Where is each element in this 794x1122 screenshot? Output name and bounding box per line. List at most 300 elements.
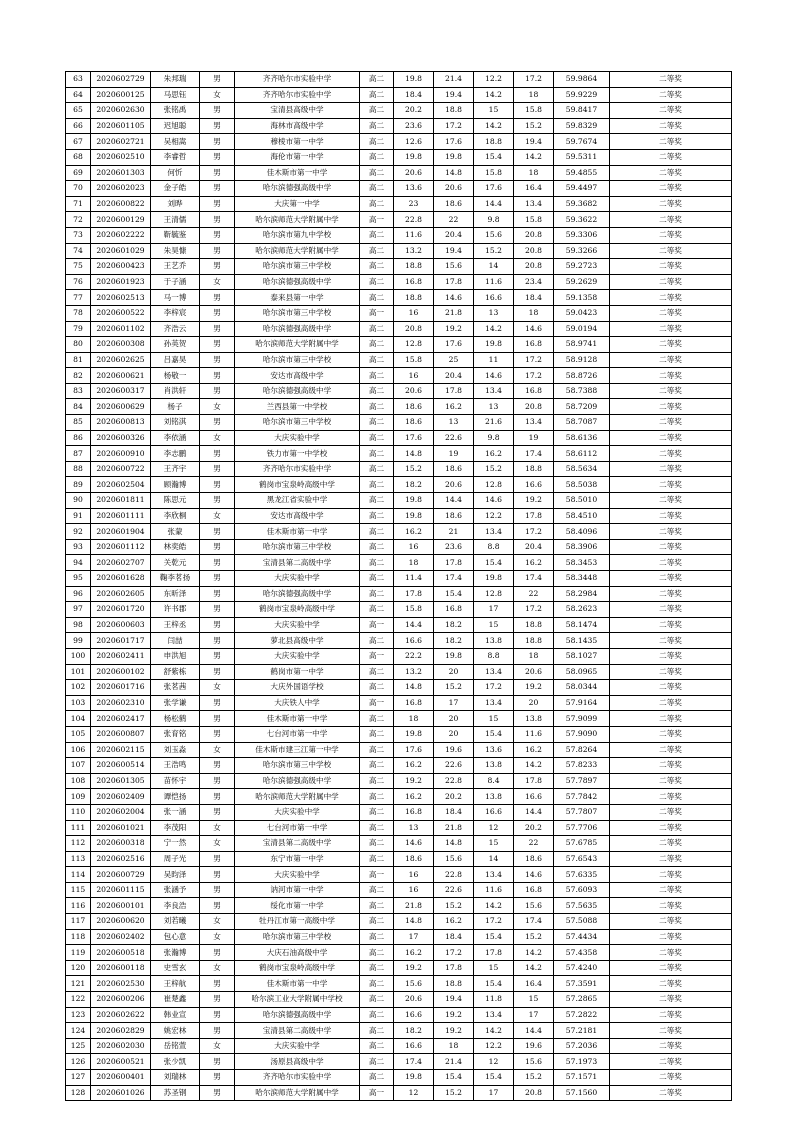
- cell-grade: 高二: [360, 758, 394, 774]
- cell-total-score: 58.8726: [554, 368, 610, 384]
- award-table: [65, 71, 732, 1101]
- cell-award: 二等奖: [610, 1007, 732, 1023]
- cell-student-id: 2020601628: [91, 571, 151, 587]
- award-table-body: [66, 72, 732, 1101]
- cell-score-2: 19.2: [434, 321, 474, 337]
- cell-student-id: 2020600729: [91, 867, 151, 883]
- cell-score-1: 16.6: [394, 1038, 434, 1054]
- cell-total-score: 57.1571: [554, 1070, 610, 1086]
- cell-grade: 高二: [360, 945, 394, 961]
- cell-total-score: 57.3591: [554, 976, 610, 992]
- cell-score-1: 16: [394, 882, 434, 898]
- cell-school: 哈尔滨市第三中学校: [235, 929, 360, 945]
- cell-school: 大庆实验中学: [235, 867, 360, 883]
- cell-score-4: 15.2: [514, 1070, 554, 1086]
- cell-score-2: 19.8: [434, 149, 474, 165]
- cell-rank: 68: [66, 149, 91, 165]
- cell-total-score: 57.9099: [554, 711, 610, 727]
- cell-score-4: 17.2: [514, 524, 554, 540]
- cell-score-3: 12.2: [474, 508, 514, 524]
- cell-student-name: 张茗茜: [151, 680, 200, 696]
- cell-grade: 高二: [360, 976, 394, 992]
- cell-grade: 高二: [360, 680, 394, 696]
- cell-rank: 79: [66, 321, 91, 337]
- cell-rank: 92: [66, 524, 91, 540]
- cell-score-2: 22: [434, 212, 474, 228]
- cell-student-name: 孙英贺: [151, 337, 200, 353]
- cell-student-name: 刘铭淇: [151, 415, 200, 431]
- cell-score-2: 15.4: [434, 1070, 474, 1086]
- cell-rank: 83: [66, 383, 91, 399]
- cell-student-id: 2020600514: [91, 758, 151, 774]
- cell-score-4: 17.2: [514, 602, 554, 618]
- cell-score-3: 12: [474, 820, 514, 836]
- cell-score-1: 18.6: [394, 415, 434, 431]
- cell-score-3: 8.8: [474, 539, 514, 555]
- cell-rank: 81: [66, 352, 91, 368]
- cell-gender: 女: [200, 820, 235, 836]
- cell-student-id: 2020601720: [91, 602, 151, 618]
- cell-score-1: 17.8: [394, 586, 434, 602]
- cell-score-1: 18.2: [394, 477, 434, 493]
- cell-award: 二等奖: [610, 789, 732, 805]
- cell-total-score: 57.2822: [554, 1007, 610, 1023]
- cell-score-2: 22.6: [434, 882, 474, 898]
- table-row: [66, 1023, 732, 1039]
- cell-gender: 男: [200, 243, 235, 259]
- cell-student-name: 李欣桐: [151, 508, 200, 524]
- cell-score-3: 11.6: [474, 274, 514, 290]
- cell-grade: 高一: [360, 648, 394, 664]
- cell-score-3: 11: [474, 352, 514, 368]
- cell-rank: 114: [66, 867, 91, 883]
- cell-school: 海林市高级中学: [235, 118, 360, 134]
- cell-award: 二等奖: [610, 430, 732, 446]
- cell-score-3: 17.8: [474, 945, 514, 961]
- cell-total-score: 58.7209: [554, 399, 610, 415]
- cell-award: 二等奖: [610, 992, 732, 1008]
- table-row: [66, 87, 732, 103]
- cell-student-id: 2020602625: [91, 352, 151, 368]
- cell-score-2: 18.4: [434, 804, 474, 820]
- table-row: [66, 1007, 732, 1023]
- cell-score-4: 23.4: [514, 274, 554, 290]
- cell-score-1: 15.6: [394, 976, 434, 992]
- cell-award: 二等奖: [610, 711, 732, 727]
- cell-gender: 男: [200, 1070, 235, 1086]
- cell-award: 二等奖: [610, 929, 732, 945]
- cell-score-2: 21: [434, 524, 474, 540]
- cell-grade: 高二: [360, 87, 394, 103]
- cell-gender: 男: [200, 1054, 235, 1070]
- cell-score-3: 17.2: [474, 680, 514, 696]
- cell-score-4: 11.6: [514, 726, 554, 742]
- cell-school: 绥化市第一中学: [235, 898, 360, 914]
- cell-grade: 高二: [360, 789, 394, 805]
- cell-score-2: 19.4: [434, 87, 474, 103]
- cell-rank: 116: [66, 898, 91, 914]
- cell-rank: 105: [66, 726, 91, 742]
- cell-score-1: 19.8: [394, 726, 434, 742]
- cell-score-3: 14.4: [474, 196, 514, 212]
- cell-rank: 125: [66, 1038, 91, 1054]
- cell-student-name: 王梓航: [151, 976, 200, 992]
- cell-score-2: 17.6: [434, 337, 474, 353]
- cell-score-4: 20.8: [514, 1085, 554, 1101]
- cell-score-3: 14.6: [474, 493, 514, 509]
- cell-gender: 男: [200, 118, 235, 134]
- cell-rank: 112: [66, 836, 91, 852]
- cell-score-2: 20.4: [434, 368, 474, 384]
- table-row: [66, 867, 732, 883]
- cell-award: 二等奖: [610, 446, 732, 462]
- cell-score-2: 20.2: [434, 789, 474, 805]
- cell-gender: 男: [200, 352, 235, 368]
- cell-rank: 67: [66, 134, 91, 150]
- cell-total-score: 58.9741: [554, 337, 610, 353]
- cell-gender: 女: [200, 680, 235, 696]
- cell-award: 二等奖: [610, 259, 732, 275]
- cell-rank: 73: [66, 227, 91, 243]
- cell-score-4: 18: [514, 305, 554, 321]
- table-row: [66, 149, 732, 165]
- cell-total-score: 59.4855: [554, 165, 610, 181]
- table-row: [66, 243, 732, 259]
- cell-score-1: 14.6: [394, 836, 434, 852]
- cell-grade: 高二: [360, 103, 394, 119]
- cell-gender: 男: [200, 898, 235, 914]
- cell-grade: 高二: [360, 539, 394, 555]
- cell-score-1: 17.4: [394, 1054, 434, 1070]
- cell-school: 齐齐哈尔市实验中学: [235, 461, 360, 477]
- cell-grade: 高二: [360, 399, 394, 415]
- cell-award: 二等奖: [610, 290, 732, 306]
- cell-score-2: 23.6: [434, 539, 474, 555]
- cell-score-1: 16.6: [394, 633, 434, 649]
- cell-student-id: 2020600621: [91, 368, 151, 384]
- cell-gender: 男: [200, 493, 235, 509]
- cell-score-4: 17.4: [514, 446, 554, 462]
- cell-student-name: 申洪旭: [151, 648, 200, 664]
- cell-score-4: 15: [514, 992, 554, 1008]
- cell-student-id: 2020601716: [91, 680, 151, 696]
- cell-score-3: 17.2: [474, 914, 514, 930]
- cell-student-id: 2020602030: [91, 1038, 151, 1054]
- cell-student-name: 王清儒: [151, 212, 200, 228]
- cell-grade: 高一: [360, 1085, 394, 1101]
- table-row: [66, 430, 732, 446]
- cell-student-id: 2020601105: [91, 118, 151, 134]
- cell-total-score: 58.2623: [554, 602, 610, 618]
- cell-score-3: 16.6: [474, 290, 514, 306]
- cell-total-score: 57.4240: [554, 960, 610, 976]
- cell-student-name: 崔楚鑫: [151, 992, 200, 1008]
- cell-school: 佳木斯市第一中学: [235, 165, 360, 181]
- cell-score-4: 18: [514, 87, 554, 103]
- cell-score-1: 16.2: [394, 524, 434, 540]
- cell-total-score: 59.9864: [554, 72, 610, 88]
- cell-score-2: 17.2: [434, 118, 474, 134]
- cell-total-score: 58.4096: [554, 524, 610, 540]
- cell-total-score: 59.0423: [554, 305, 610, 321]
- cell-score-1: 19.8: [394, 72, 434, 88]
- cell-award: 二等奖: [610, 555, 732, 571]
- cell-total-score: 57.8264: [554, 742, 610, 758]
- cell-rank: 122: [66, 992, 91, 1008]
- cell-gender: 男: [200, 664, 235, 680]
- cell-score-3: 16.2: [474, 446, 514, 462]
- cell-rank: 124: [66, 1023, 91, 1039]
- cell-score-2: 18.2: [434, 633, 474, 649]
- cell-student-id: 2020600807: [91, 726, 151, 742]
- cell-total-score: 57.8233: [554, 758, 610, 774]
- cell-score-3: 15.2: [474, 243, 514, 259]
- cell-grade: 高二: [360, 992, 394, 1008]
- cell-score-1: 15.8: [394, 602, 434, 618]
- cell-gender: 男: [200, 368, 235, 384]
- cell-score-3: 13.8: [474, 758, 514, 774]
- cell-score-3: 14.2: [474, 321, 514, 337]
- cell-school: 大庆石油高级中学: [235, 945, 360, 961]
- cell-score-1: 19.2: [394, 960, 434, 976]
- cell-total-score: 59.3266: [554, 243, 610, 259]
- table-row: [66, 103, 732, 119]
- cell-grade: 高二: [360, 383, 394, 399]
- cell-student-name: 吕嘉昊: [151, 352, 200, 368]
- cell-score-2: 20.4: [434, 227, 474, 243]
- cell-gender: 男: [200, 383, 235, 399]
- cell-score-2: 17.6: [434, 134, 474, 150]
- cell-grade: 高二: [360, 804, 394, 820]
- cell-gender: 男: [200, 305, 235, 321]
- cell-student-name: 张一涵: [151, 804, 200, 820]
- cell-score-2: 18.8: [434, 103, 474, 119]
- cell-grade: 高一: [360, 212, 394, 228]
- table-row: [66, 711, 732, 727]
- cell-score-4: 17.2: [514, 352, 554, 368]
- cell-score-3: 15.8: [474, 165, 514, 181]
- cell-total-score: 59.8329: [554, 118, 610, 134]
- table-row: [66, 118, 732, 134]
- cell-score-1: 15.2: [394, 461, 434, 477]
- cell-gender: 男: [200, 648, 235, 664]
- cell-student-id: 2020600722: [91, 461, 151, 477]
- cell-total-score: 58.6136: [554, 430, 610, 446]
- cell-school: 大庆实验中学: [235, 617, 360, 633]
- cell-score-4: 20: [514, 695, 554, 711]
- cell-student-id: 2020602829: [91, 1023, 151, 1039]
- cell-score-3: 11.8: [474, 992, 514, 1008]
- cell-gender: 男: [200, 461, 235, 477]
- cell-student-name: 杨敬一: [151, 368, 200, 384]
- cell-rank: 127: [66, 1070, 91, 1086]
- cell-score-3: 14.6: [474, 368, 514, 384]
- cell-student-name: 王梓丞: [151, 617, 200, 633]
- cell-grade: 高二: [360, 882, 394, 898]
- cell-student-name: 朱昊慷: [151, 243, 200, 259]
- cell-score-1: 20.6: [394, 383, 434, 399]
- cell-student-id: 2020602409: [91, 789, 151, 805]
- cell-award: 二等奖: [610, 617, 732, 633]
- cell-award: 二等奖: [610, 212, 732, 228]
- cell-score-1: 11.6: [394, 227, 434, 243]
- cell-gender: 女: [200, 274, 235, 290]
- table-row: [66, 773, 732, 789]
- cell-student-id: 2020600620: [91, 914, 151, 930]
- cell-rank: 95: [66, 571, 91, 587]
- cell-grade: 高二: [360, 118, 394, 134]
- cell-award: 二等奖: [610, 103, 732, 119]
- cell-gender: 女: [200, 836, 235, 852]
- cell-total-score: 59.7674: [554, 134, 610, 150]
- cell-score-3: 13.8: [474, 789, 514, 805]
- cell-score-3: 21.6: [474, 415, 514, 431]
- cell-school: 汤原县高级中学: [235, 1054, 360, 1070]
- cell-score-4: 13.8: [514, 711, 554, 727]
- cell-gender: 男: [200, 337, 235, 353]
- cell-gender: 男: [200, 992, 235, 1008]
- cell-award: 二等奖: [610, 134, 732, 150]
- cell-award: 二等奖: [610, 571, 732, 587]
- cell-student-id: 2020601102: [91, 321, 151, 337]
- cell-school: 佳木斯市第一中学: [235, 711, 360, 727]
- cell-score-3: 14: [474, 259, 514, 275]
- cell-score-1: 19.8: [394, 1070, 434, 1086]
- cell-rank: 90: [66, 493, 91, 509]
- cell-score-3: 12.8: [474, 586, 514, 602]
- cell-student-id: 2020602516: [91, 851, 151, 867]
- cell-score-2: 18.8: [434, 976, 474, 992]
- cell-score-4: 14.2: [514, 149, 554, 165]
- cell-grade: 高二: [360, 352, 394, 368]
- table-row: [66, 446, 732, 462]
- cell-gender: 男: [200, 149, 235, 165]
- cell-award: 二等奖: [610, 680, 732, 696]
- cell-award: 二等奖: [610, 695, 732, 711]
- cell-score-1: 14.8: [394, 914, 434, 930]
- cell-school: 大庆实验中学: [235, 1038, 360, 1054]
- table-row: [66, 493, 732, 509]
- cell-gender: 男: [200, 726, 235, 742]
- cell-grade: 高二: [360, 1054, 394, 1070]
- table-row: [66, 227, 732, 243]
- cell-score-2: 16.2: [434, 399, 474, 415]
- cell-total-score: 57.7807: [554, 804, 610, 820]
- cell-score-3: 12.2: [474, 1038, 514, 1054]
- cell-score-3: 15: [474, 711, 514, 727]
- cell-total-score: 58.0965: [554, 664, 610, 680]
- cell-score-3: 13.4: [474, 524, 514, 540]
- cell-total-score: 58.5010: [554, 493, 610, 509]
- cell-score-2: 18.6: [434, 461, 474, 477]
- cell-gender: 男: [200, 290, 235, 306]
- cell-score-4: 15.6: [514, 898, 554, 914]
- cell-rank: 66: [66, 118, 91, 134]
- table-row: [66, 602, 732, 618]
- cell-rank: 94: [66, 555, 91, 571]
- cell-score-4: 20.6: [514, 664, 554, 680]
- cell-grade: 高二: [360, 602, 394, 618]
- cell-gender: 男: [200, 415, 235, 431]
- cell-grade: 高二: [360, 929, 394, 945]
- cell-rank: 76: [66, 274, 91, 290]
- cell-award: 二等奖: [610, 648, 732, 664]
- cell-rank: 69: [66, 165, 91, 181]
- cell-student-name: 韩业宣: [151, 1007, 200, 1023]
- cell-score-3: 8.4: [474, 773, 514, 789]
- cell-student-id: 2020600206: [91, 992, 151, 1008]
- cell-school: 哈尔滨市第三中学校: [235, 352, 360, 368]
- cell-rank: 63: [66, 72, 91, 88]
- cell-score-1: 18: [394, 711, 434, 727]
- table-row: [66, 851, 732, 867]
- cell-student-id: 2020600118: [91, 960, 151, 976]
- cell-score-2: 21.8: [434, 820, 474, 836]
- cell-score-4: 16.8: [514, 882, 554, 898]
- cell-score-1: 23: [394, 196, 434, 212]
- cell-score-1: 16: [394, 368, 434, 384]
- cell-score-3: 17.6: [474, 181, 514, 197]
- cell-student-name: 张铭禹: [151, 103, 200, 119]
- cell-award: 二等奖: [610, 118, 732, 134]
- table-row: [66, 290, 732, 306]
- cell-student-name: 张蒙: [151, 524, 200, 540]
- cell-gender: 女: [200, 1038, 235, 1054]
- cell-score-2: 20.6: [434, 477, 474, 493]
- cell-grade: 高二: [360, 477, 394, 493]
- cell-school: 鹤岗市第一中学: [235, 664, 360, 680]
- cell-score-3: 14.2: [474, 1023, 514, 1039]
- cell-gender: 女: [200, 87, 235, 103]
- table-row: [66, 898, 732, 914]
- cell-score-2: 18.4: [434, 929, 474, 945]
- cell-score-3: 9.8: [474, 212, 514, 228]
- cell-grade: 高二: [360, 711, 394, 727]
- cell-rank: 98: [66, 617, 91, 633]
- cell-award: 二等奖: [610, 960, 732, 976]
- cell-gender: 男: [200, 165, 235, 181]
- cell-gender: 男: [200, 524, 235, 540]
- table-row: [66, 976, 732, 992]
- cell-score-4: 20.8: [514, 259, 554, 275]
- cell-award: 二等奖: [610, 914, 732, 930]
- table-row: [66, 305, 732, 321]
- cell-student-name: 马思钰: [151, 87, 200, 103]
- table-row: [66, 820, 732, 836]
- cell-school: 哈尔滨师范大学附属中学: [235, 243, 360, 259]
- cell-score-1: 19.8: [394, 149, 434, 165]
- cell-student-id: 2020601904: [91, 524, 151, 540]
- cell-total-score: 58.2984: [554, 586, 610, 602]
- cell-gender: 男: [200, 851, 235, 867]
- cell-score-3: 15: [474, 836, 514, 852]
- cell-student-id: 2020601923: [91, 274, 151, 290]
- cell-score-2: 15.2: [434, 680, 474, 696]
- cell-student-id: 2020602222: [91, 227, 151, 243]
- cell-score-4: 13.4: [514, 415, 554, 431]
- cell-student-name: 刘瑞林: [151, 1070, 200, 1086]
- cell-student-name: 刘晔: [151, 196, 200, 212]
- table-row: [66, 836, 732, 852]
- cell-score-4: 16.2: [514, 555, 554, 571]
- cell-total-score: 58.0344: [554, 680, 610, 696]
- cell-score-2: 17.8: [434, 555, 474, 571]
- cell-score-1: 22.2: [394, 648, 434, 664]
- cell-school: 齐齐哈尔市实验中学: [235, 72, 360, 88]
- cell-grade: 高二: [360, 898, 394, 914]
- cell-rank: 71: [66, 196, 91, 212]
- cell-total-score: 57.6785: [554, 836, 610, 852]
